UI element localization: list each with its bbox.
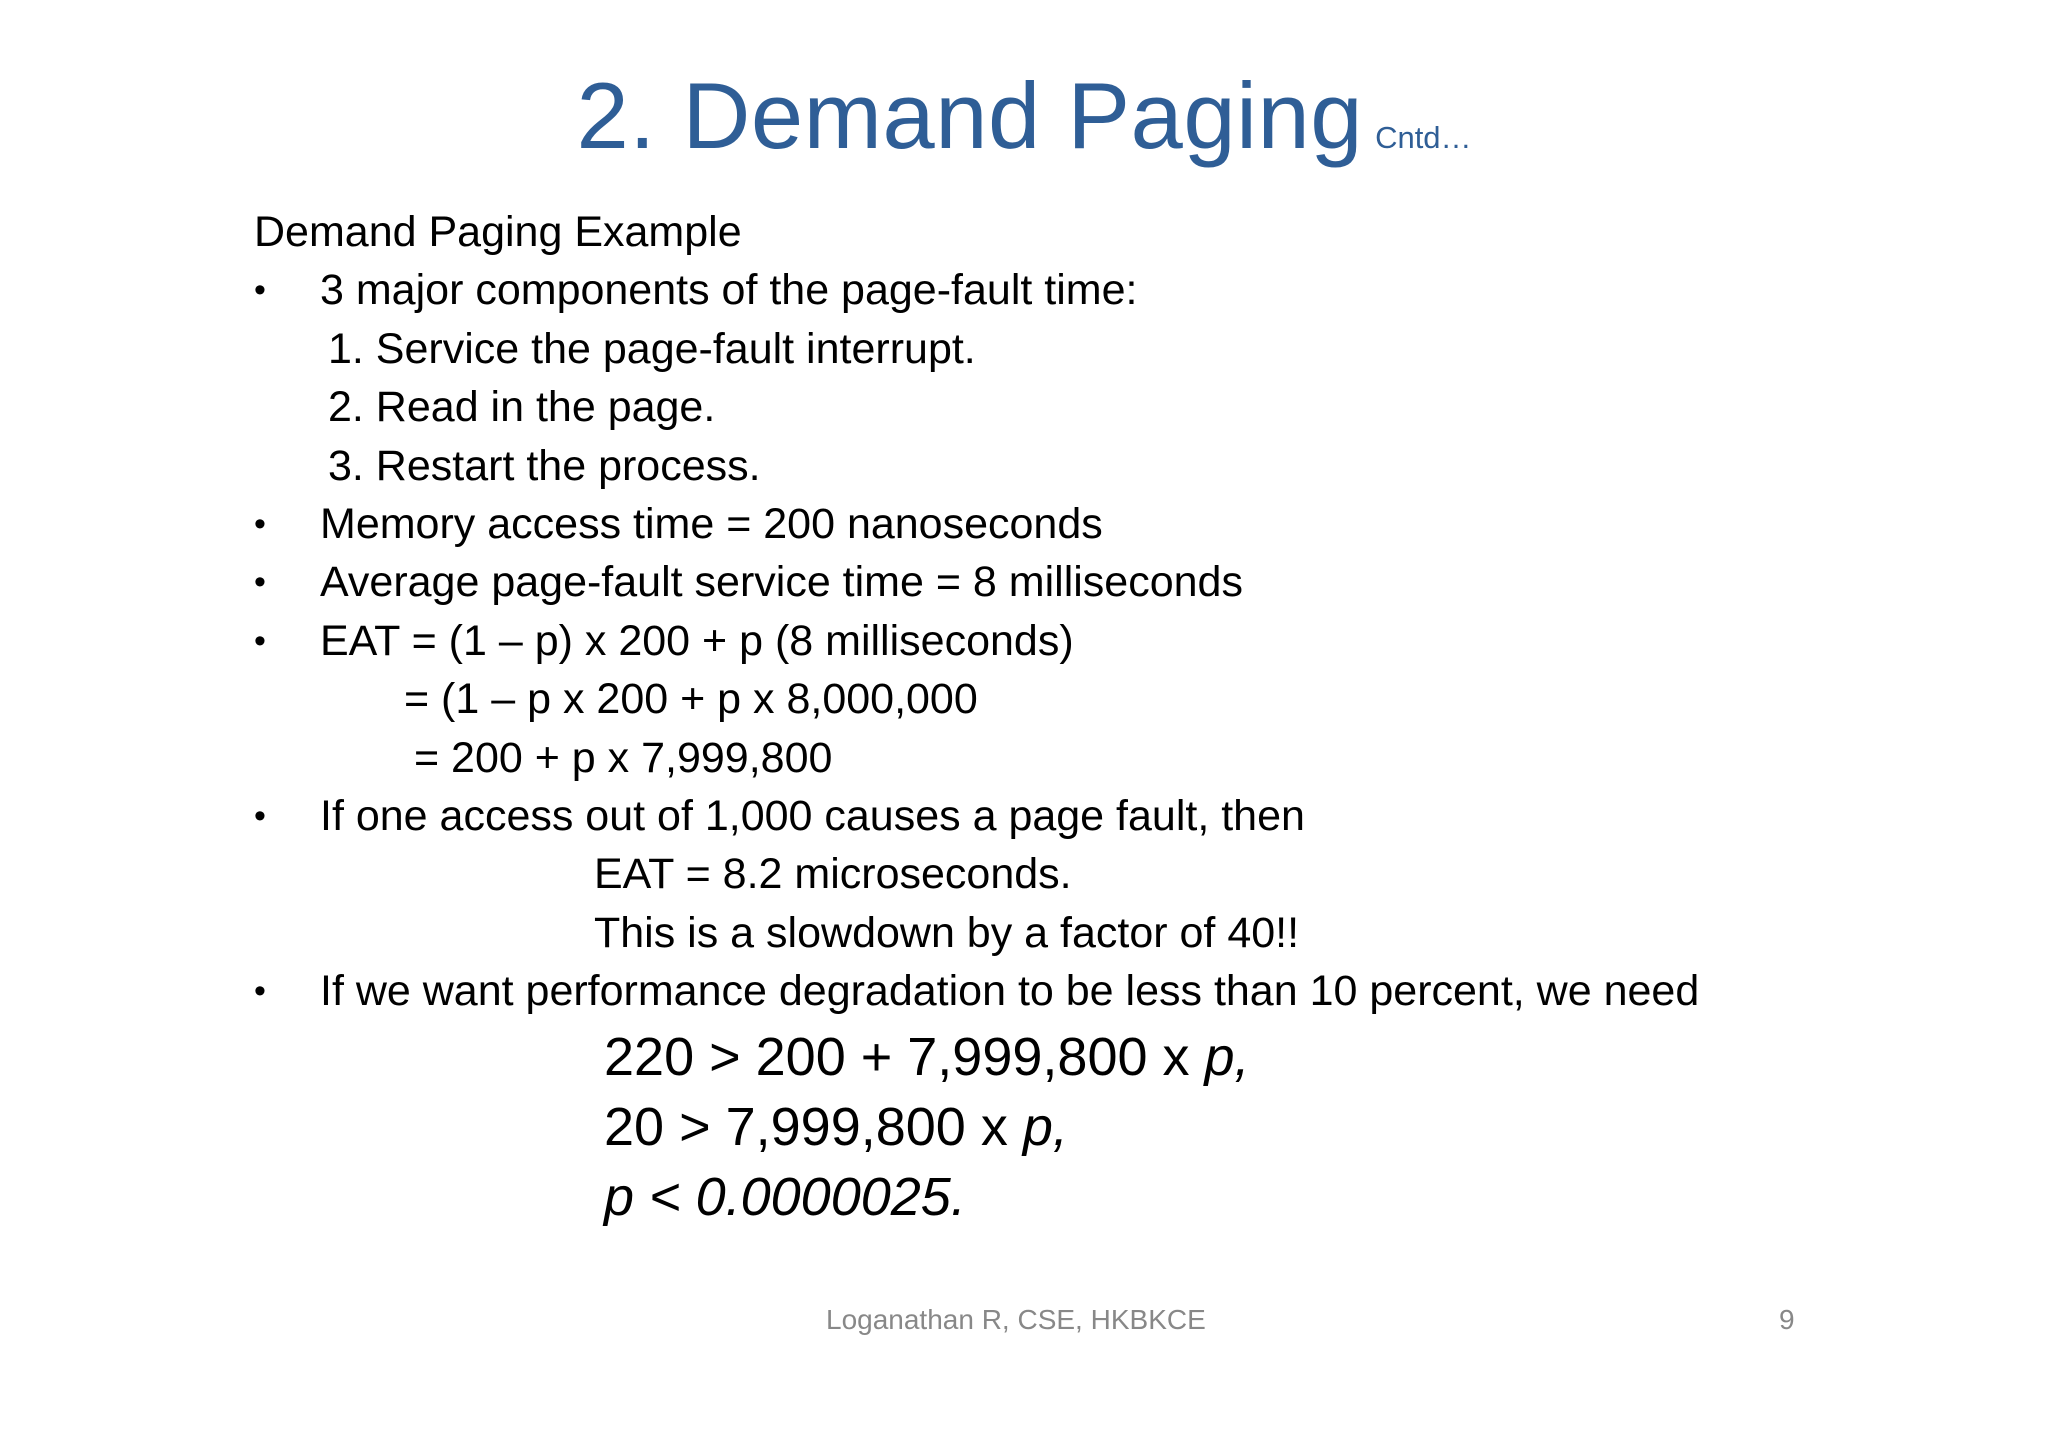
inequality-line [604, 1167, 966, 1227]
fault-service-time: Average page-fault service time = 8 milliseconds [320, 558, 1243, 606]
bullet-marker: • [254, 972, 266, 1010]
bullet-marker: • [254, 271, 266, 309]
example-result: This is a slowdown by a factor of 40!! [594, 909, 1300, 957]
example-result: EAT = 8.2 microseconds. [594, 850, 1072, 898]
bullet-marker: • [254, 505, 266, 543]
inequality-variable: p, [1204, 1027, 1250, 1087]
slide-title-main: 2. Demand Paging [576, 63, 1364, 168]
degradation-intro: If we want performance degradation to be less than 10 percent, we need [320, 967, 1700, 1015]
inequality-line [604, 1097, 1068, 1157]
component-item: 3. Restart the process. [328, 442, 761, 490]
eat-formula-step: = (1 – p x 200 + p x 8,000,000 [404, 675, 978, 723]
inequality-text: 20 > 7,999,800 x [604, 1097, 1023, 1157]
bullet-marker: • [254, 563, 266, 601]
eat-formula: EAT = (1 – p) x 200 + p (8 milliseconds) [320, 617, 1074, 665]
eat-formula-step: = 200 + p x 7,999,800 [414, 734, 833, 782]
component-item: 1. Service the page-fault interrupt. [328, 325, 976, 373]
slide-title [0, 62, 2048, 170]
bullet-marker: • [254, 797, 266, 835]
components-intro: 3 major components of the page-fault time: [320, 266, 1138, 314]
slide-title-continued: Cntd… [1375, 120, 1472, 155]
memory-access-time: Memory access time = 200 nanoseconds [320, 500, 1103, 548]
example-intro: If one access out of 1,000 causes a page fault, then [320, 792, 1305, 840]
page-number: 9 [1779, 1304, 1795, 1335]
bullet-marker: • [254, 622, 266, 660]
inequality-variable: p, [1022, 1097, 1068, 1157]
footer-author: Loganathan R, CSE, HKBKCE [826, 1304, 1206, 1335]
inequality-variable: p < 0.0000025. [604, 1167, 966, 1227]
component-item: 2. Read in the page. [328, 383, 716, 431]
inequality-line [604, 1027, 1250, 1087]
inequality-text: 220 > 200 + 7,999,800 x [604, 1027, 1205, 1087]
subheading: Demand Paging Example [254, 208, 742, 256]
